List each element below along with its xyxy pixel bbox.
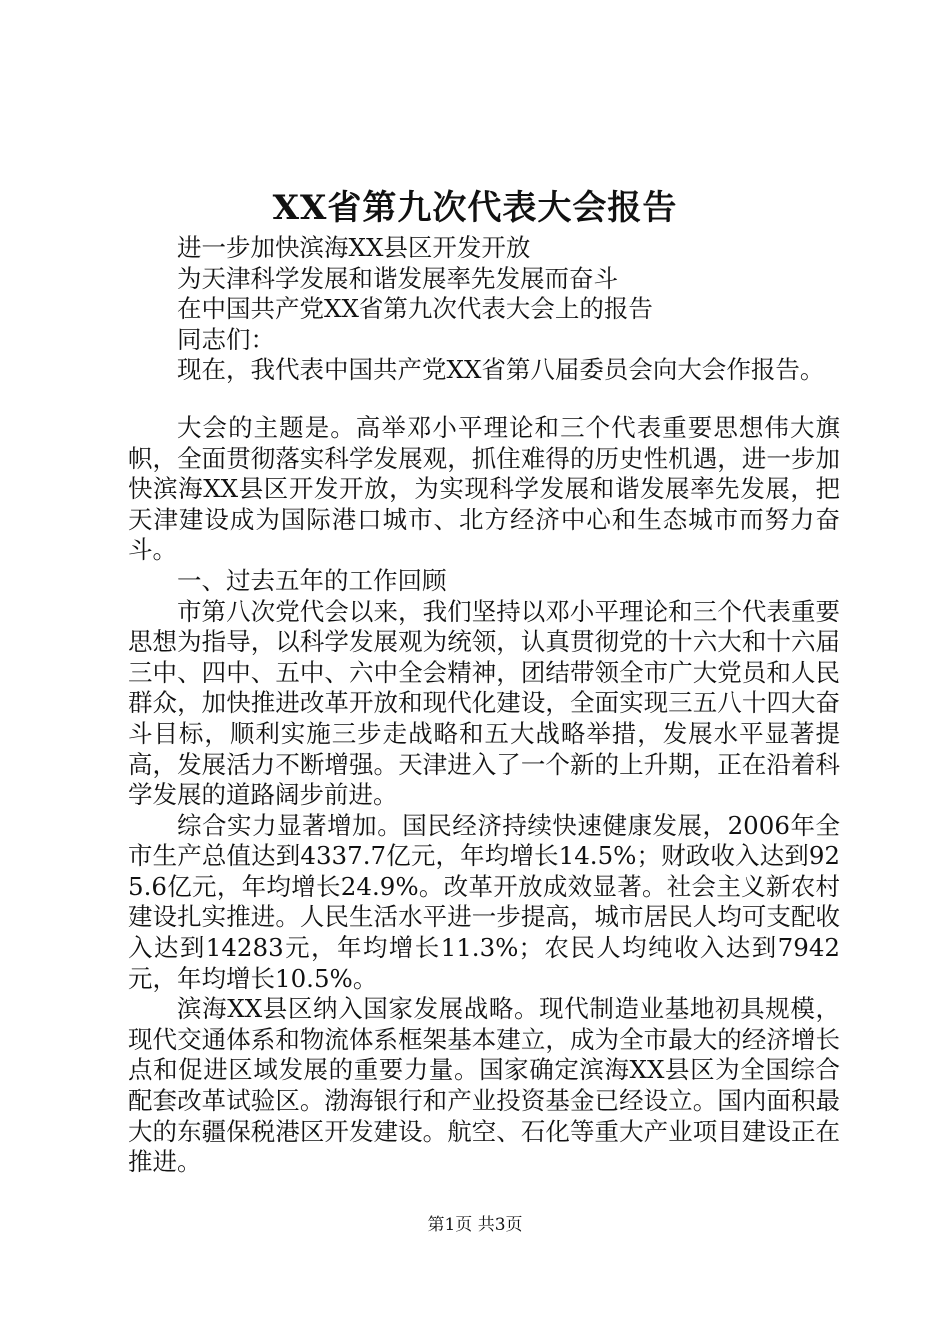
body-paragraph: 市第八次党代会以来，我们坚持以邓小平理论和三个代表重要思想为指导，以科学发展观为统领，认真贯彻党的十六大和十六届三中、四中、五中、六中全会精神，团结带领全市广大党员和人民群众，加快推进改革开放和现代化建设，全面实现三五八十四大奋斗目标，顺利实施三步走战略和五大战略举措，发展水平显著提高，发展活力不断增强。天津进入了一个新的上升期，正在沿着科学发展的道路阔步前进。 (128, 596, 840, 810)
body-paragraph: 大会的主题是。高举邓小平理论和三个代表重要思想伟大旗帜，全面贯彻落实科学发展观，抓住难得的历史性机遇，进一步加快滨海XX县区开发开放，为实现科学发展和谐发展率先发展，把天津建设成为国际港口城市、北方经济中心和生态城市而努力奋斗。 (128, 412, 840, 565)
salutation: 同志们： (177, 324, 275, 354)
document-title: XX省第九次代表大会报告 (272, 188, 678, 228)
body-paragraph: 综合实力显著增加。国民经济持续快速健康发展，2006年全市生产总值达到4337.7亿元，年均增长14.5%；财政收入达到925.6亿元，年均增长24.9%。改革开放成效显著。社会主义新农村建设扎实推进。人民生活水平进一步提高，城市居民人均可支配收入达到14283元，年均增长11.3%；农民人均纯收入达到7942元，年均增长10.5%。 (128, 810, 840, 993)
intro-line: 进一步加快滨海XX县区开发开放 (177, 233, 531, 262)
document-body (128, 233, 840, 1178)
section-heading: 一、过去五年的工作回顾 (177, 565, 447, 595)
intro-line: 为天津科学发展和谐发展率先发展而奋斗 (177, 263, 618, 293)
intro-line: 在中国共产党XX省第九次代表大会上的报告 (177, 294, 653, 324)
paragraph-gap (128, 386, 840, 413)
body-paragraph: 滨海XX县区纳入国家发展战略。现代制造业基地初具规模，现代交通体系和物流体系框架基本建立，成为全市最大的经济增长点和促进区域发展的重要力量。国家确定滨海XX县区为全国综合配套改革试验区。渤海银行和产业投资基金已经设立。国内面积最大的东疆保税港区开发建设。航空、石化等重大产业项目建设正在推进。 (128, 994, 840, 1177)
opening-statement: 现在，我代表中国共产党XX省第八届委员会向大会作报告。 (177, 355, 825, 385)
page-number-footer: 第1页 共3页 (427, 1215, 523, 1235)
